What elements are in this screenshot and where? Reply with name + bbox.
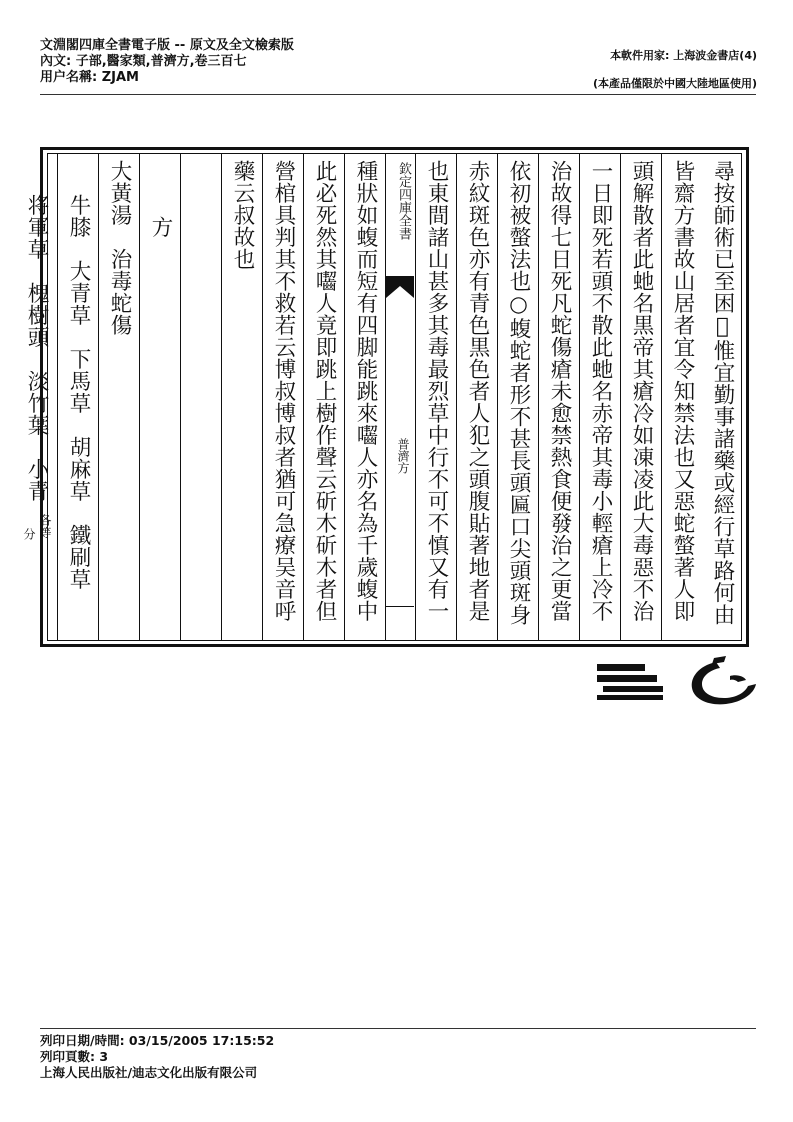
column-text: 也東間諸山甚多其毒最烈草中行不可不慎又有一 bbox=[424, 160, 449, 622]
text-column bbox=[139, 154, 181, 640]
column-text: 治故得七日死凡蛇傷瘡未愈禁熱食便發治之更當 bbox=[547, 160, 572, 622]
text-column bbox=[221, 154, 263, 640]
header-region-note: (本產品僅限於中國大陸地區使用) bbox=[592, 77, 757, 90]
header-product-title: 文淵閣四庫全書電子版 -- 原文及全文檢索版 bbox=[40, 38, 294, 53]
column-text: 藥云叔故也 bbox=[230, 160, 255, 270]
text-column-empty bbox=[180, 154, 222, 640]
center-fold-section-title: 普濟方 bbox=[396, 438, 410, 474]
header-licensee: 本軟件用家: 上海波金書店(4) bbox=[610, 49, 757, 62]
column-text: 營棺具判其不救若云博叔博叔者猶可急療吴音呼 bbox=[271, 160, 296, 622]
text-column bbox=[303, 154, 345, 640]
column-text: 依初被螫法也○蝮蛇者形不甚長頭匾口尖頭斑身 bbox=[506, 160, 531, 626]
column-text: 一日即死若頭不散此虵名赤帝其毒小輕瘡上冷不 bbox=[588, 160, 613, 622]
column-text: 頭解散者此虵名黒帝其瘡冷如凍凌此大毒惡不治 bbox=[629, 160, 654, 622]
footer-print-datetime: 列印日期/時間: 03/15/2005 17:15:52 bbox=[40, 1033, 275, 1048]
text-column bbox=[415, 154, 457, 640]
recipe-title: 大黃湯 治毒蛇傷 bbox=[107, 160, 132, 336]
footer-rule bbox=[40, 1028, 756, 1029]
footer-publisher: 上海人民出版社/迪志文化出版有限公司 bbox=[40, 1065, 258, 1080]
ingredients-line: 牛膝 大青草 下馬草 胡麻草 鐵刷草 bbox=[66, 194, 91, 590]
text-column bbox=[538, 154, 580, 640]
footer bbox=[40, 1033, 540, 1081]
brush-stroke-logo-icon bbox=[686, 656, 758, 708]
dosage-note: 分 bbox=[22, 528, 36, 541]
header-rule bbox=[40, 94, 756, 95]
column-text: 種狀如蝮而短有四脚能跳來囓人亦名為千歲蝮中 bbox=[353, 160, 378, 622]
center-fold bbox=[385, 154, 415, 640]
text-column bbox=[344, 154, 386, 640]
text-column bbox=[620, 154, 662, 640]
column-text: 赤紋斑色亦有青色黒色者人犯之頭腹貼著地者是 bbox=[465, 160, 490, 622]
page-frame bbox=[22, 147, 749, 647]
text-column bbox=[57, 154, 99, 640]
text-column bbox=[262, 154, 304, 640]
header-username: 用户名稱: ZJAM bbox=[40, 70, 139, 85]
dosage-note: 各等 bbox=[38, 514, 52, 539]
column-text: 此必死然其囓人竟即跳上樹作聲云斫木斫木者但 bbox=[312, 160, 337, 622]
text-column bbox=[579, 154, 621, 640]
center-fold-rule bbox=[386, 606, 414, 607]
header-content-path: 內文: 子部,醫家類,普濟方,卷三百七 bbox=[40, 54, 247, 69]
footer-page-count: 列印頁數: 3 bbox=[40, 1049, 109, 1064]
column-text: 尋按師術已至困𩭹惟宜勤事諸藥或經行草路何由 bbox=[710, 160, 735, 626]
text-block bbox=[22, 153, 742, 641]
header-left bbox=[40, 38, 480, 86]
publisher-logo-icon bbox=[597, 664, 663, 700]
text-column bbox=[497, 154, 539, 640]
fishtail-mark-icon bbox=[386, 276, 414, 298]
column-text: 皆齋方書故山居者宜令知禁法也又惡蛇螫著人即 bbox=[670, 160, 695, 622]
header-right bbox=[457, 42, 757, 98]
center-fold-book-title: 欽定四庫全書 bbox=[396, 162, 411, 240]
text-column bbox=[702, 154, 743, 640]
text-column bbox=[661, 154, 703, 640]
text-column bbox=[98, 154, 140, 640]
text-column bbox=[16, 154, 57, 640]
text-column bbox=[456, 154, 498, 640]
section-heading: 方 bbox=[148, 216, 173, 238]
ingredients-line: 将軍草 槐樹頭 淡竹葉 小青 bbox=[24, 194, 49, 502]
